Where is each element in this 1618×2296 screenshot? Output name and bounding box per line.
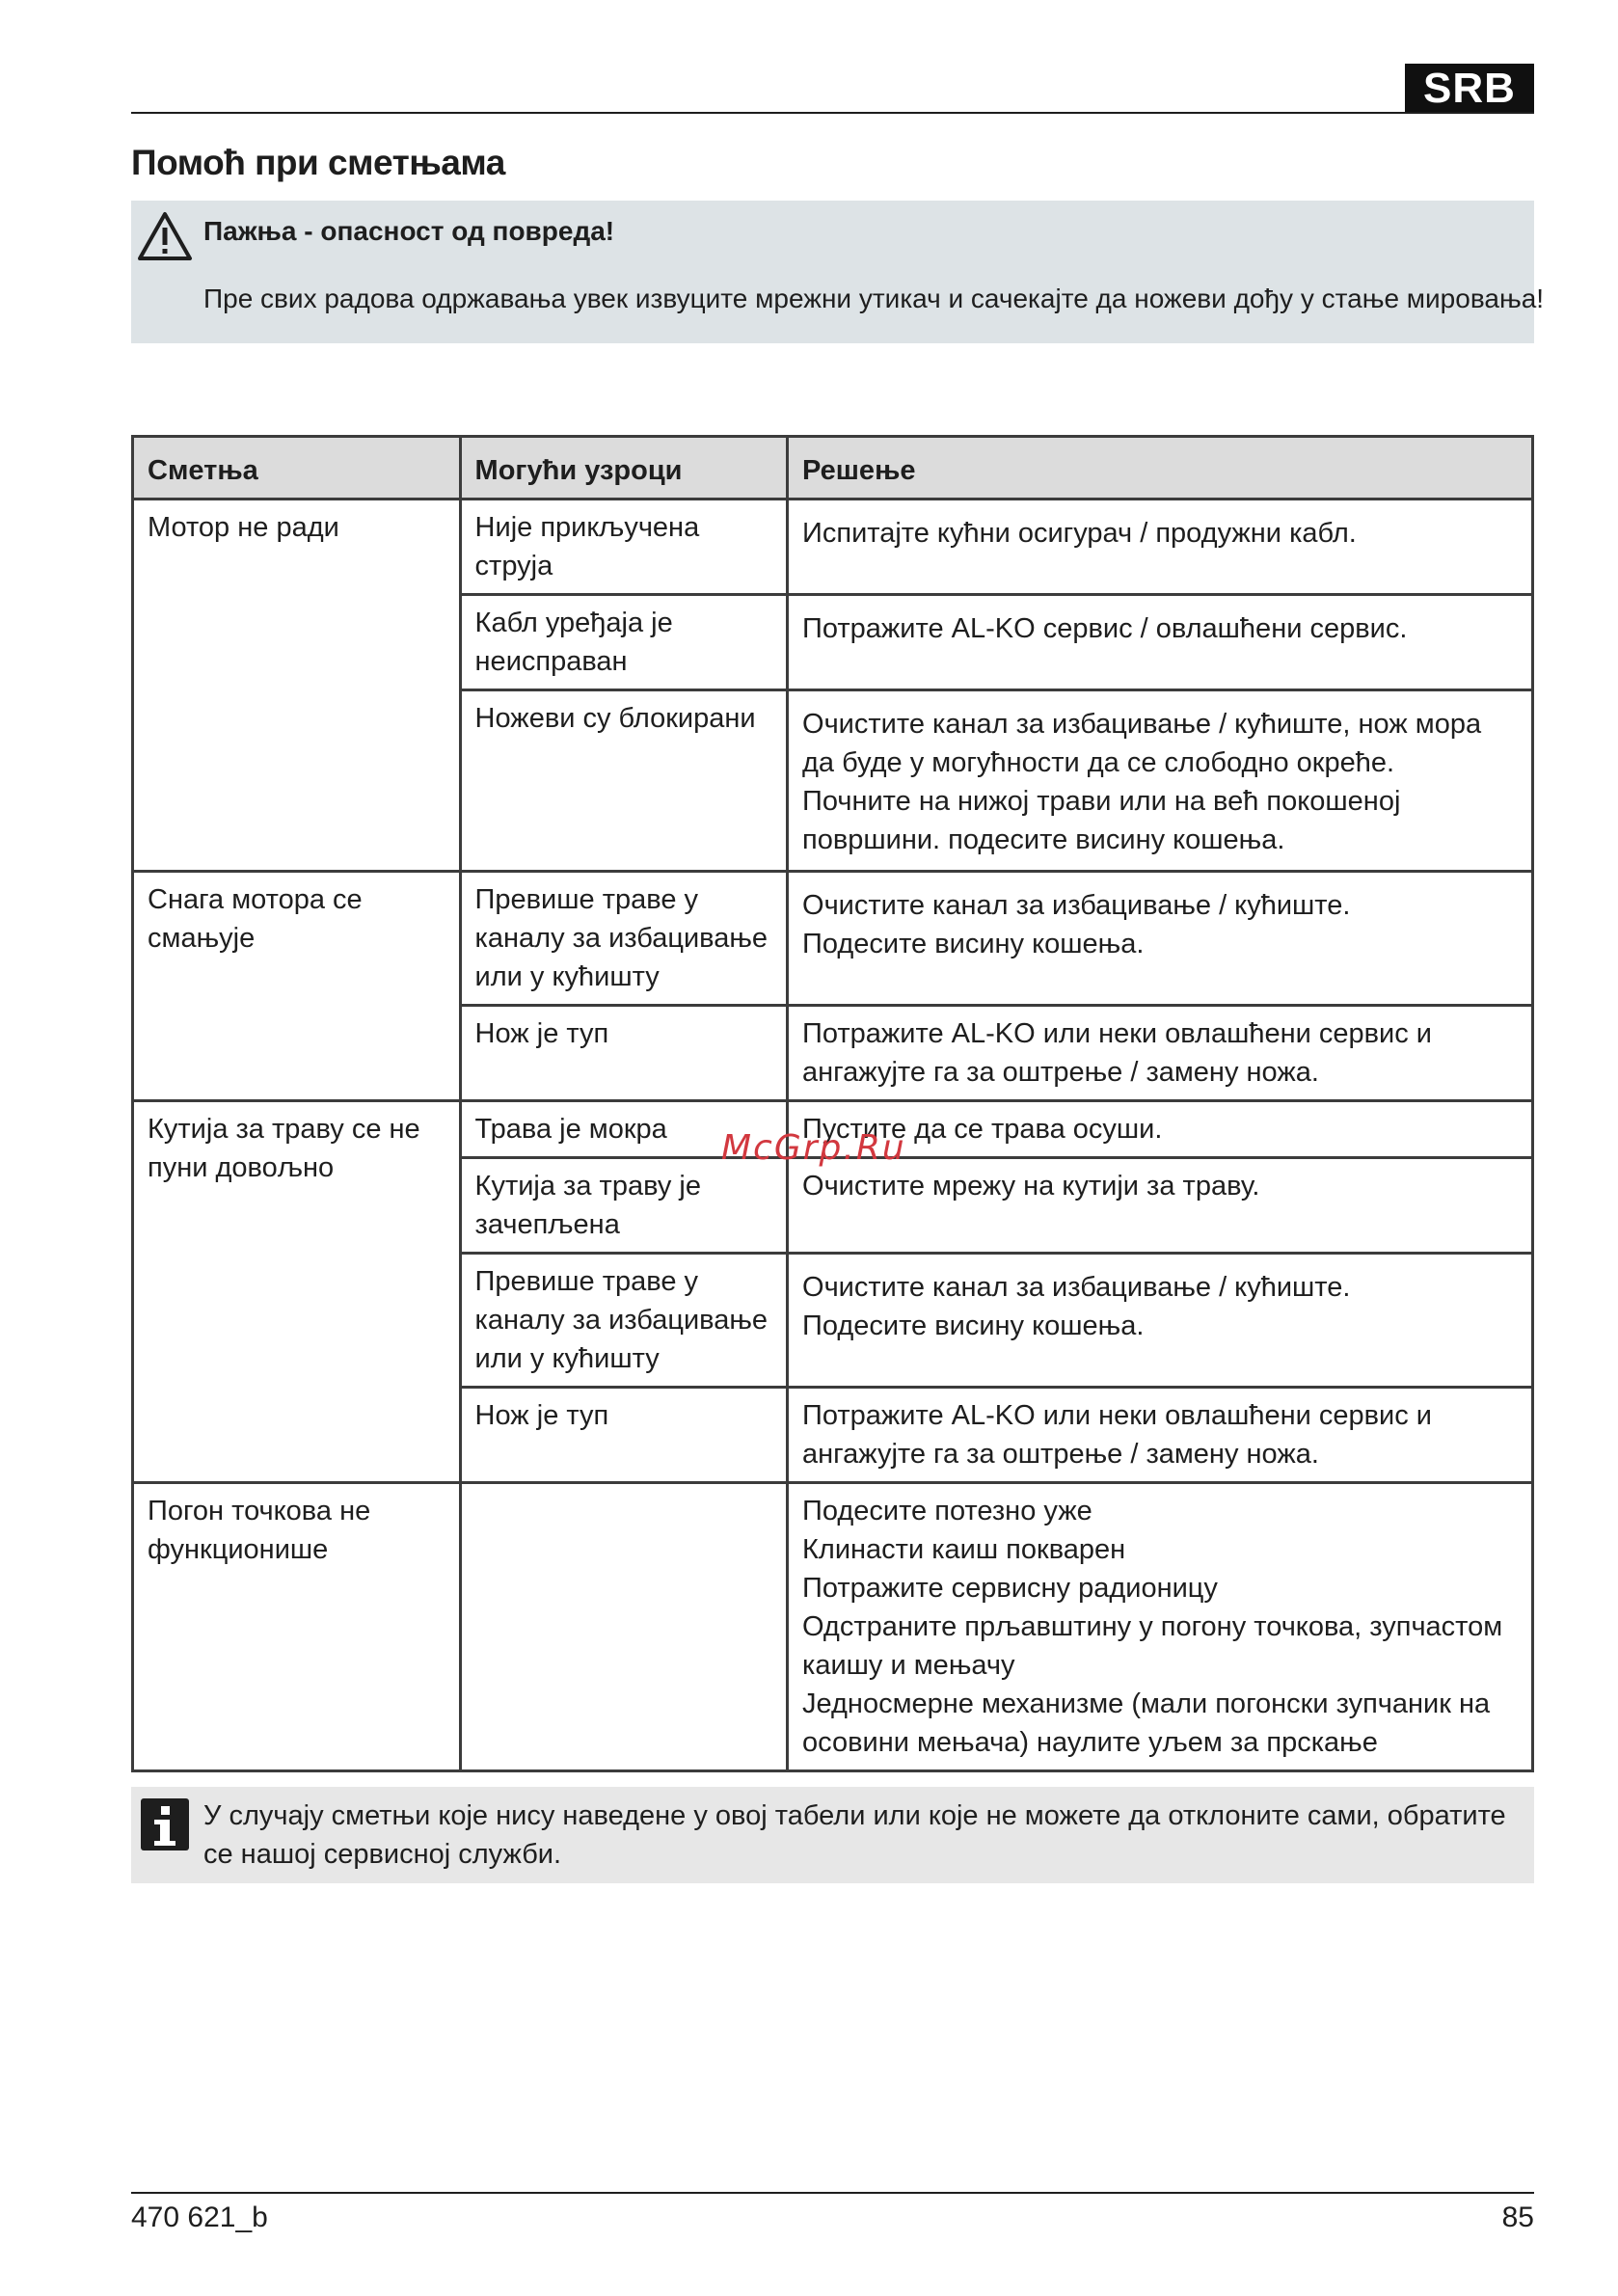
document-code: 470 621_b: [131, 2201, 268, 2233]
table-row: [133, 872, 1533, 1006]
info-box: [131, 1787, 1534, 1883]
cause-cell: Није прикључена струја: [460, 500, 787, 595]
solution-cell: [788, 1254, 1533, 1388]
warning-text: Пре свих радова одржавања увек извуците мрежни утикач и сачекајте да ножеви дођу у стање мировања!: [203, 284, 1545, 313]
info-icon: [141, 1798, 189, 1850]
solution-line: Потражите AL-KO сервис / овлашћени сервис.: [802, 613, 1408, 644]
table-row: [133, 500, 1533, 595]
solution-line: Испитајте кућни осигурач / продужни кабл.: [802, 518, 1357, 549]
header-solution: Решење: [788, 437, 1533, 500]
cause-cell: Кабл уређаја је неисправан: [460, 595, 787, 690]
warning-box: [131, 201, 1545, 343]
solution-cell: [788, 595, 1533, 690]
warning-title: Пажња - опасност од повреда!: [203, 216, 615, 246]
solution-cell: [788, 500, 1533, 595]
solution-line: Очистите мрежу на кутији за траву.: [802, 1171, 1260, 1202]
cause-cell: Превише траве у каналу за избацивање или у кућишту: [460, 872, 787, 1006]
cause-cell: Нож је туп: [460, 1006, 787, 1101]
solution-cell: [788, 1158, 1533, 1254]
solution-line: Очистите канал за избацивање / кућиште.: [802, 890, 1351, 921]
page-title: Помоћ при сметњама: [131, 143, 505, 182]
header-cause: Могући узроци: [460, 437, 787, 500]
header-rule: [131, 112, 1534, 114]
cause-cell: [460, 1483, 787, 1771]
footer-rule: [131, 2192, 1534, 2194]
header-fault: Сметња: [133, 437, 461, 500]
fault-cell: Погон точкова не функционише: [133, 1483, 461, 1771]
solution-line: Подесите потезно уже: [802, 1496, 1092, 1526]
table-header-row: [133, 437, 1533, 500]
page-number: 85: [1501, 2201, 1534, 2233]
warning-triangle-icon: [137, 210, 193, 262]
fault-cell: Кутија за траву се не пуни довољно: [133, 1101, 461, 1483]
solution-line: Потражите AL-KO или неки овлашћени сервис и ангажујте га за оштрење / замену ножа.: [802, 1400, 1433, 1470]
solution-line: Подесите висину кошења.: [802, 929, 1145, 959]
solution-line: Клинасти каиш покварен: [802, 1534, 1126, 1565]
solution-line: Једносмерне механизме (мали погонски зупчаник на осовини мењача) наулите уљем за прскање: [802, 1688, 1491, 1758]
solution-cell: [788, 690, 1533, 872]
cause-cell: Нож је туп: [460, 1388, 787, 1483]
solution-line: Подесите висину кошења.: [802, 1310, 1145, 1341]
cause-cell: Ножеви су блокирани: [460, 690, 787, 872]
solution-line: Потражите AL-KO или неки овлашћени сервис и ангажујте га за оштрење / замену ножа.: [802, 1018, 1433, 1088]
solution-line: Пустите да се трава осуши.: [802, 1114, 1163, 1145]
solution-cell: [788, 1483, 1533, 1771]
solution-line: Очистите канал за избацивање / кућиште, нож мора да буде у могућности да се слободно окреће.: [802, 709, 1482, 778]
cause-cell: Кутија за траву је зачепљена: [460, 1158, 787, 1254]
language-badge: SRB: [1405, 64, 1534, 114]
solution-line: Очистите канал за избацивање / кућиште.: [802, 1272, 1351, 1303]
cause-cell: Превише траве у каналу за избацивање или у кућишту: [460, 1254, 787, 1388]
info-text: У случају сметњи које нису наведене у овој табели или које не можете да отклоните сами, обратите се нашој сервисној служби.: [203, 1800, 1506, 1870]
solution-cell: [788, 1006, 1533, 1101]
fault-cell: Снага мотора се смањује: [133, 872, 461, 1101]
table-row: [133, 1483, 1533, 1771]
watermark: McGrp.Ru: [721, 1128, 906, 1168]
solution-line: Одстраните прљавштину у погону точкова, зупчастом каишу и мењачу: [802, 1611, 1503, 1681]
solution-line: Потражите сервисну радионицу: [802, 1573, 1218, 1604]
solution-cell: [788, 872, 1533, 1006]
cause-cell: Трава је мокра: [460, 1101, 787, 1158]
fault-cell: Мотор не ради: [133, 500, 461, 872]
solution-cell: [788, 1388, 1533, 1483]
solution-line: Почните на нижој трави или на већ покошеној површини. подесите висину кошења.: [802, 786, 1401, 855]
troubleshooting-table: [131, 435, 1534, 1772]
